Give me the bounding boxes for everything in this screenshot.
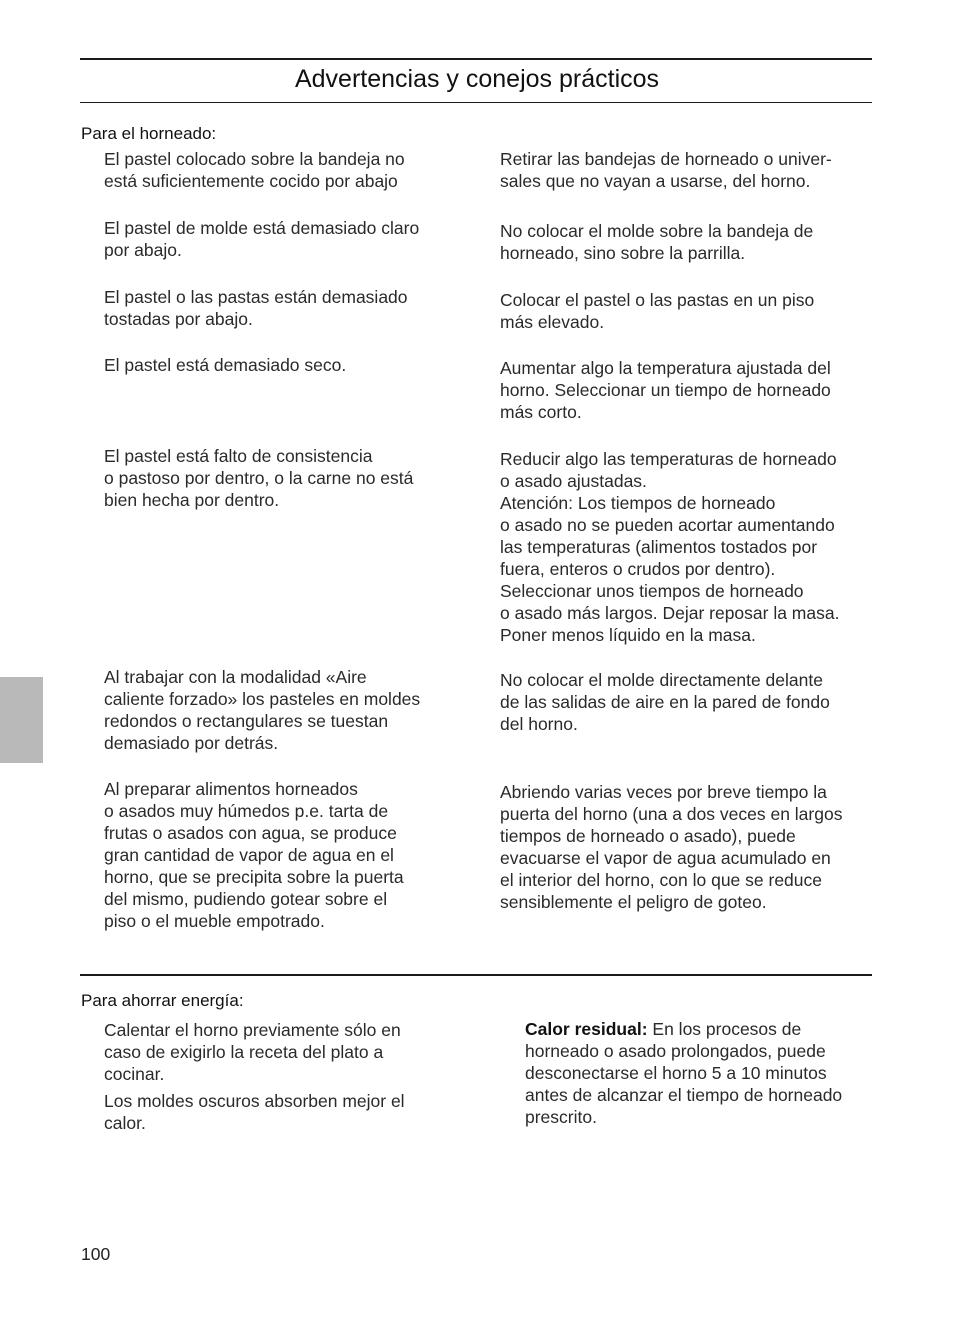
solution-text: Aumentar algo la temperatura ajustada del horno. Seleccionar un tiempo de horneado más corto. (500, 358, 831, 422)
energy-tip: Calentar el horno previamente sólo en caso de exigirlo la receta del plato a cocinar. (104, 1020, 401, 1084)
problem-text: El pastel está demasiado seco. (104, 355, 347, 375)
solution-text: No colocar el molde directamente delante de las salidas de aire en la pared de fondo del horno. (500, 670, 830, 734)
solution-text: Retirar las bandejas de horneado o univer- sales que no vayan a usarse, del horno. (500, 149, 832, 191)
residual-heat-label: Calor residual: (525, 1019, 648, 1039)
residual-heat-text: En los procesos de horneado o asado prolongados, puede desconectarse el horno 5 a 10 minutos antes de alcanzar el tiempo de horneado prescrito. (525, 1019, 843, 1127)
problem-text: Al trabajar con la modalidad «Aire caliente forzado» los pasteles en moldes redondos o rectangulares se tuestan demasiado por detrás. (104, 667, 421, 753)
solution-text: Colocar el pastel o las pastas en un piso más elevado. (500, 290, 815, 332)
problem-text: Al preparar alimentos horneados o asados muy húmedos p.e. tarta de frutas o asados con agua, se produce gran cantidad de vapor de agua en el horno, que se precipita sobre la puerta del mismo, pudiendo gotear sobre el piso o el mueble empotrado. (104, 779, 404, 931)
solution-text: No colocar el molde sobre la bandeja de horneado, sino sobre la parrilla. (500, 221, 814, 263)
section-title-energy: Para ahorrar energía: (81, 991, 244, 1010)
page-number: 100 (81, 1244, 111, 1264)
section-divider (80, 974, 872, 976)
chapter-tab-marker (0, 677, 43, 763)
problem-text: El pastel de molde está demasiado claro por abajo. (104, 218, 420, 260)
problem-text: El pastel o las pastas están demasiado tostadas por abajo. (104, 287, 408, 329)
energy-tip: Los moldes oscuros absorben mejor el calor. (104, 1091, 405, 1133)
section-title-baking: Para el horneado: (81, 124, 217, 143)
solution-text: Abriendo varias veces por breve tiempo la puerta del horno (una a dos veces en largos tiempos de horneado o asado), puede evacuarse el vapor de agua acumulado en el interior del horno, con lo que se reduce sensiblemente el peligro de goteo. (500, 782, 843, 912)
solution-text: Reducir algo las temperaturas de horneado o asado ajustadas. Atención: Los tiempos de horneado o asado no se pueden acortar aumentando las temperaturas (alimentos tostados por fuera, enteros o crudos por dentro). Seleccionar unos tiempos de horneado o asado más largos. Dejar reposar la masa. Poner menos líquido en la masa. (500, 449, 840, 645)
problem-text: El pastel está falto de consistencia o pastoso por dentro, o la carne no está bien hecha por dentro. (104, 446, 414, 510)
residual-heat-tip (525, 1018, 875, 1128)
problem-text: El pastel colocado sobre la bandeja no está suficientemente cocido por abajo (104, 149, 405, 191)
header-top-rule (80, 58, 872, 60)
header-bottom-rule (80, 102, 872, 103)
page-title: Advertencias y conejos prácticos (294, 65, 660, 93)
